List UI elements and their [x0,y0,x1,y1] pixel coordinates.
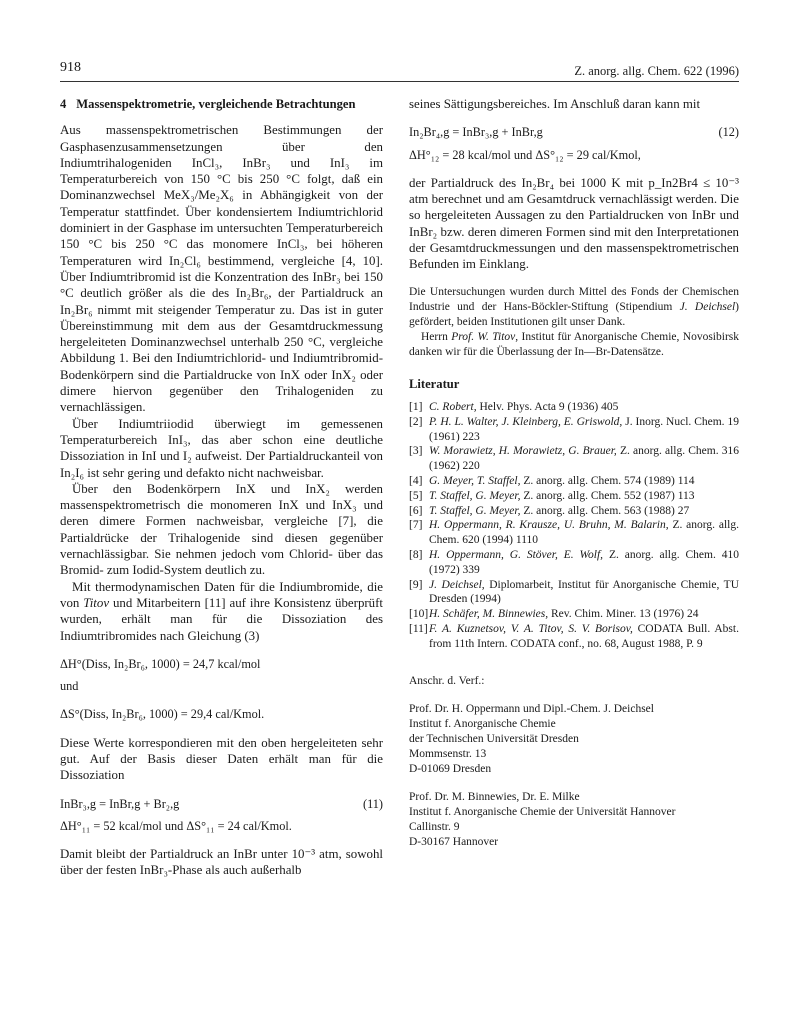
reference-number: [11] [409,622,428,635]
reference-authors: J. Deichsel, [429,578,485,591]
address-line: D-30167 Hannover [409,835,499,848]
equation-12 [409,124,739,140]
reference-number: [10] [409,608,429,621]
reference-item [409,607,739,622]
reference-item [409,504,739,519]
right-column [409,96,739,849]
reference-details: Z. anorg. allg. Chem. 563 (1988) 27 [520,504,690,517]
reference-number: [8] [409,548,423,561]
acknowledgement-1-text-a: Die Untersuchungen wurden durch Mittel des Fonds der Chemischen Industrie und der Hans-Böckler-Stiftung (Stipendium [409,285,739,313]
paragraph-partial-pressure: der Partialdruck des In₂Br₄ bei 1000 K mit p_In2Br4 ≤ 10⁻³ atm berechnet und am Gesamtdruck vernachlässigt werden. Die so hergeleiteten Aussagen zu den Partialdrucken von InBr und InBr₂ bzw. deren dimeren Formen sind mit den Interpretationen der Gesamtdruckmessungen und den massenspektrometrischen Befunden im Einklang. [409,175,739,272]
reference-authors: H. Schäfer, M. Binnewies, [429,608,549,621]
reference-authors: F. A. Kuznetsov, V. A. Titov, S. V. Borisov, [429,622,633,635]
address-line: D-01069 Dresden [409,762,492,775]
reference-authors: H. Oppermann, R. Krausze, U. Bruhn, M. Balarin, [429,519,669,532]
reference-authors: T. Staffel, G. Meyer, [429,504,521,517]
section-heading [60,96,383,112]
reference-number: [1] [409,400,423,413]
equation-dissociation-entropy: ΔS°(Diss, In₂Br₆, 1000) = 29,4 cal/Kmol. [60,707,265,722]
address-line: Prof. Dr. H. Oppermann und Dipl.-Chem. J. Deichsel [409,703,654,716]
reference-item [409,622,739,652]
reference-number: [9] [409,578,423,591]
reference-authors: P. H. L. Walter, J. Kleinberg, E. Griswold, [429,415,623,428]
reference-item [409,489,739,504]
acknowledgement-1 [409,285,739,330]
paragraph-4-text-a: Mit thermodynamischen Daten für die Indiumbromide, die von [60,579,383,610]
reference-item [409,548,739,578]
address-line: Callinstr. 9 [409,820,460,833]
paragraph-1: Aus massenspektrometrischen Bestimmungen der Gasphasenzusammensetzungen über den Indiumtrihalogeniden InCl₃, InBr₃ und InI₃ im Temperaturbereich von 150 °C bis 250 °C folgt, daß ein Dominanzwechsel MeX₃/Me₂X₆ in Abhängigkeit von der Temperatur stattfindet. Über kondensiertem Indiumtrichlorid dominiert in der Gasphase im untersuchten Temperaturbereich 150 °C bis 250 °C das monomere InCl₃, bei höheren Temperaturen wird In₂Cl₆ bestimmend, vergleiche [4, 10]. Über Indiumtribromid ist die Konzentration des InBr₃ bei 150 °C deutlich größer als die des In₂Br₆, der Partialdruck an In₂Br₆ nimmt mit steigender Temperatur zu. Das ist in guter Übereinstimmung mit dem aus der Gesamtdruckmessung hergeleiteten Dominanzwechsel unterhalb 250 °C, vergleiche Abbildung 1. Bei den Indiumtrichlorid- und Indiumtribromid-Bodenkörpern sind die Partialdrucke von InX oder InX₂ oder dimere hiervon gegenüber den Trihalogeniden zu vernachlässigen. [60,123,383,415]
reference-number: [4] [409,474,423,487]
reference-number: [3] [409,445,423,458]
equation-12-thermo: ΔH°₁₂ = 28 kcal/mol und ΔS°₁₂ = 29 cal/Kmol, [409,147,641,162]
acknowledgement-1-name: J. Deichsel [679,300,736,313]
paragraph-4-text-b: und Mitarbeitern [11] auf ihre Konsistenz überprüft wurden, erhält man für die Dissoziation des Indiumtribromides nach Gleichung (3) [60,595,383,643]
paragraph-5: Diese Werte korrespondieren mit den oben hergeleiteten sehr gut. Auf der Basis dieser Daten erhält man für die Dissoziation [60,735,383,783]
reference-number: [6] [409,504,423,517]
paragraph-3: Über den Bodenkörpern InX und InX₂ werden massenspektrometrisch die monomeren InX und InX₃ und deren dimere Formen nachweisbar, vergleiche [7], die Partialdrücke der Trihalogenide sind diesen gegenüber vernachlässigbar. Sie nehmen jedoch vom Chlorid- über das Bromid- zum Iodid-System deutlich zu. [60,481,383,578]
reference-item [409,444,739,474]
reference-authors: H. Oppermann, G. Stöver, E. Wolf, [429,548,604,561]
literature-heading: Literatur [409,376,460,391]
reference-details: Z. anorg. allg. Chem. 410 (1972) 339 [429,548,739,576]
acknowledgement-2-text-b: , Institut für Anorganische Chemie, Novosibirsk danken wir für die Überlassung der In—Br-Datensätze. [409,330,739,358]
page-header [60,60,739,80]
reference-details: Rev. Chim. Miner. 13 (1976) 24 [548,608,699,621]
address-line: der Technischen Universität Dresden [409,732,579,745]
reference-item [409,578,739,608]
paragraph-2: Über Indiumtriiodid überwiegt im gemessenen Temperaturbereich InI₃, das aber schon eine deutliche Dissoziation in InI und I₂ aufweist. Der Partialdruckanteil von In₂I₆ ist sehr gering und defakto nicht nachweisbar. [60,416,383,480]
acknowledgement-1-text-b: ) gefördert, beiden Institutionen gilt unser Dank. [409,300,740,328]
reference-details: Z. anorg. allg. Chem. 316 (1962) 220 [429,445,739,473]
acknowledgement-2 [409,330,739,360]
reference-authors: G. Meyer, T. Staffel, [429,474,521,487]
author-name: Titov [83,595,110,610]
reference-item [409,415,739,445]
paragraph-4 [60,579,383,644]
journal-reference: Z. anorg. allg. Chem. 622 (1996) [574,64,739,78]
equation-11-formula: InBr₃,g = InBr,g + Br₂,g [60,796,180,811]
reference-item [409,400,739,415]
acknowledgement-2-text-a: Herrn [421,330,452,343]
page-number: 918 [60,60,81,75]
reference-authors: W. Morawietz, H. Morawietz, G. Brauer, [429,445,617,458]
reference-list [409,400,739,652]
reference-authors: T. Staffel, G. Meyer, [429,489,521,502]
equation-12-formula: In₂Br₄,g = InBr₃,g + InBr,g [409,125,543,140]
equation-11 [60,796,383,812]
address-heading: Anschr. d. Verf.: [409,674,485,687]
address-line: Institut f. Anorganische Chemie der Universität Hannover [409,806,676,819]
reference-item [409,518,739,548]
reference-number: [7] [409,519,423,532]
connector-und: und [60,679,79,694]
reference-details: Helv. Phys. Acta 9 (1936) 405 [476,400,619,413]
reference-details: CODATA Bull. Abst. from 11th Intern. CODATA conf., no. 68, August 1988, P. 9 [429,622,739,650]
address-line: Institut f. Anorganische Chemie [409,718,556,731]
equation-11-number: (11) [362,796,383,811]
reference-item [409,474,739,489]
equation-dissociation-enthalpy: ΔH°(Diss, In₂Br₆, 1000) = 24,7 kcal/mol [60,656,261,671]
reference-number: [5] [409,489,423,502]
address-line: Prof. Dr. M. Binnewies, Dr. E. Milke [409,791,580,804]
author-addresses [409,674,739,850]
reference-details: J. Inorg. Nucl. Chem. 19 (1961) 223 [429,415,739,443]
reference-number: [2] [409,415,423,428]
equation-12-number: (12) [718,125,739,140]
reference-details: Z. anorg. allg. Chem. 574 (1989) 114 [520,474,695,487]
left-column [60,96,383,879]
address-line: Mommsenstr. 13 [409,747,487,760]
reference-details: Z. anorg. allg. Chem. 620 (1994) 1110 [429,519,739,547]
paragraph-6: Damit bleibt der Partialdruck an InBr unter 10⁻³ atm, sowohl über der festen InBr₃-Phase als auch außerhalb [60,847,383,878]
section-title: Massenspektrometrie, vergleichende Betrachtungen [76,97,356,111]
header-rule [60,81,739,82]
equation-11-thermo: ΔH°₁₁ = 52 kcal/mol und ΔS°₁₁ = 24 cal/Kmol. [60,818,292,833]
section-number: 4 [60,97,67,111]
acknowledgement-2-name: Prof. W. Titov [451,330,516,343]
reference-details: Z. anorg. allg. Chem. 552 (1987) 113 [520,489,695,502]
paragraph-continued: seines Sättigungsbereiches. Im Anschluß daran kann mit [409,97,701,111]
reference-authors: C. Robert, [429,400,477,413]
reference-details: Diplomarbeit, Institut für Anorganische Chemie, TU Dresden (1994) [429,578,739,606]
